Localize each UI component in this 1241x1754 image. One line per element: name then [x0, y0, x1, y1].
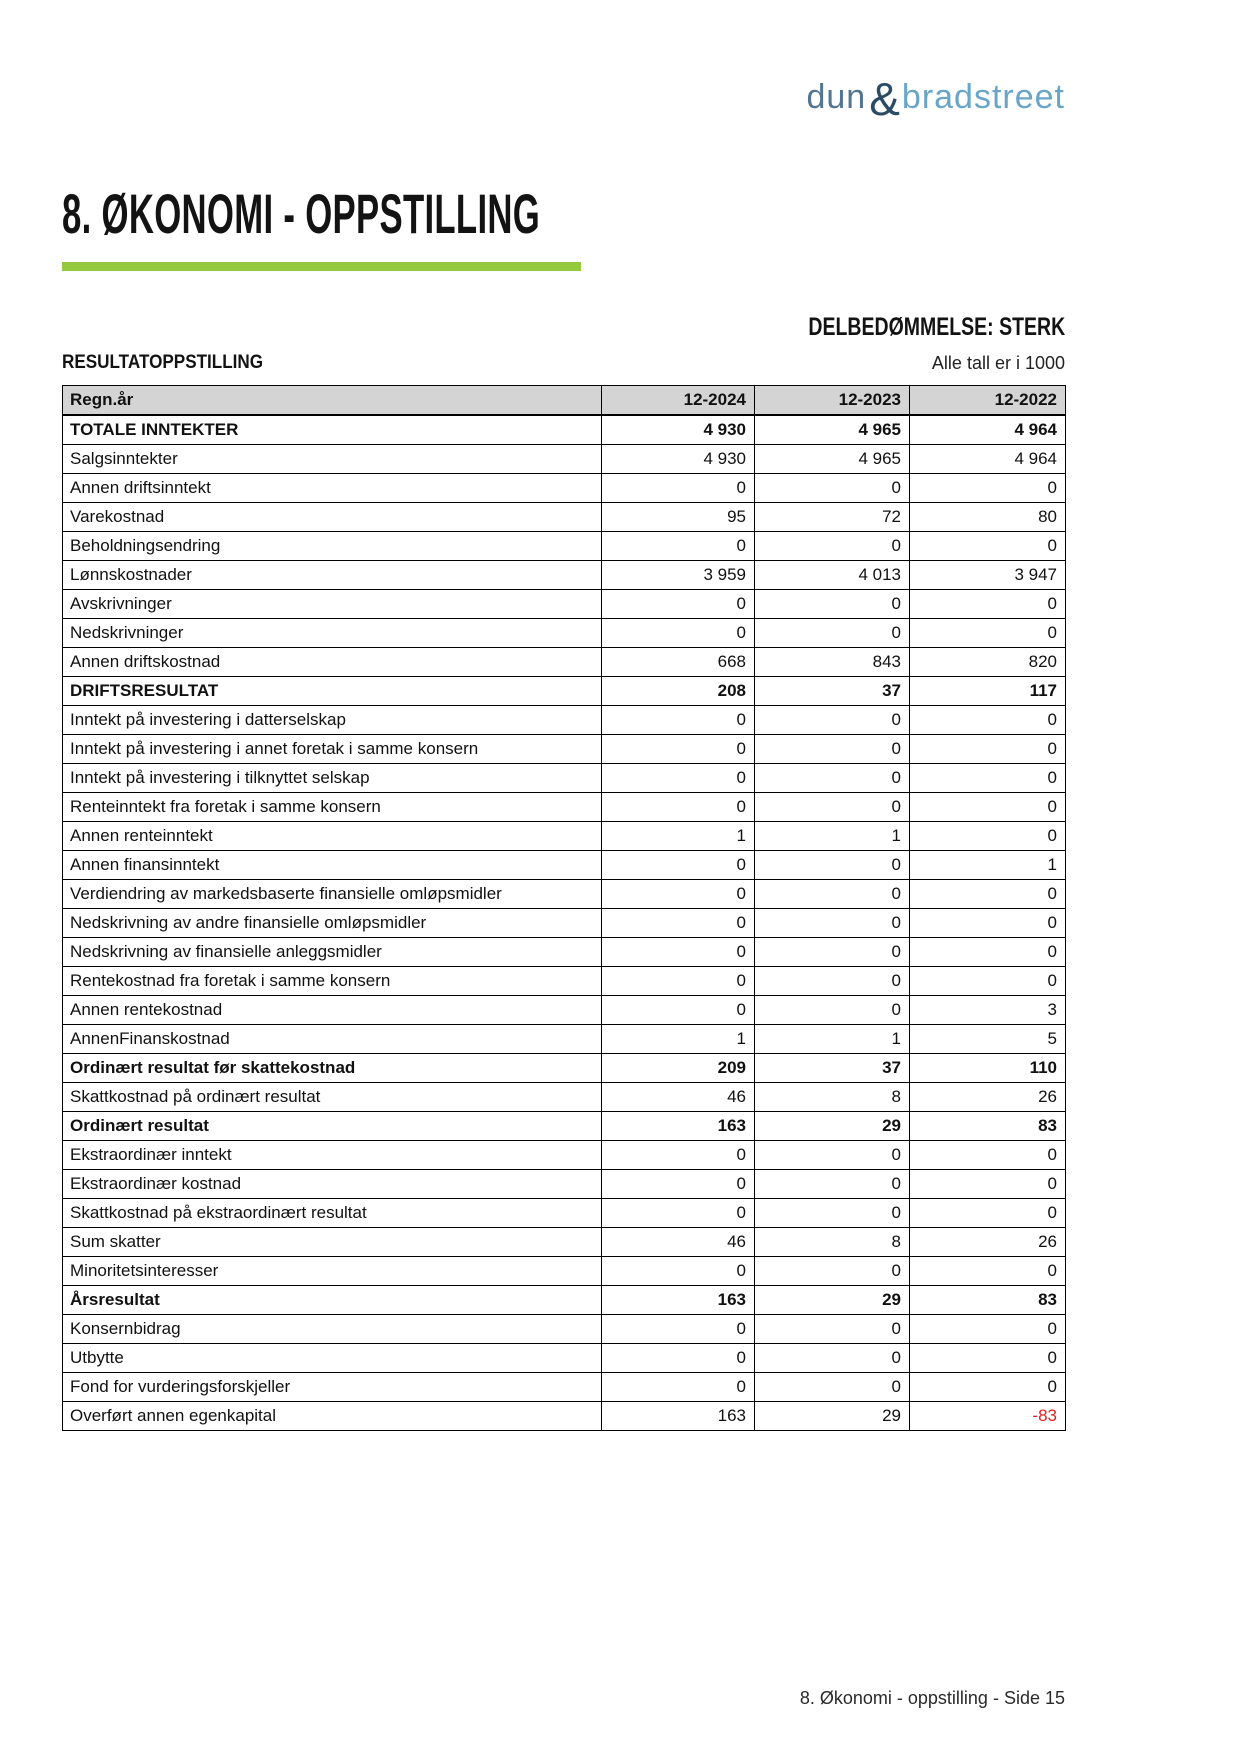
table-row — [63, 1141, 1066, 1170]
value-cell: 0 — [602, 909, 755, 938]
table-body — [63, 415, 1066, 1431]
logo-text-bradstreet: bradstreet — [901, 78, 1065, 116]
value-cell: 0 — [910, 735, 1066, 764]
value-cell: 0 — [755, 532, 910, 561]
row-label: Verdiendring av markedsbaserte finansielle omløpsmidler — [63, 880, 602, 909]
table-row — [63, 1402, 1066, 1431]
value-cell: 72 — [755, 503, 910, 532]
row-label: Konsernbidrag — [63, 1315, 602, 1344]
value-cell: 0 — [755, 1315, 910, 1344]
table-row — [63, 590, 1066, 619]
value-cell: 0 — [755, 938, 910, 967]
value-cell: 0 — [910, 1344, 1066, 1373]
row-label: Varekostnad — [63, 503, 602, 532]
value-cell: 0 — [755, 967, 910, 996]
units-note: Alle tall er i 1000 — [931, 353, 1065, 373]
value-cell: 0 — [910, 590, 1066, 619]
value-cell: 820 — [910, 648, 1066, 677]
value-cell: 26 — [910, 1083, 1066, 1112]
value-cell: 0 — [755, 590, 910, 619]
table-row — [63, 851, 1066, 880]
table-row — [63, 996, 1066, 1025]
row-label: Skattkostnad på ordinært resultat — [63, 1083, 602, 1112]
table-row — [63, 561, 1066, 590]
value-cell: 29 — [755, 1402, 910, 1431]
value-cell: 0 — [602, 1199, 755, 1228]
value-cell: 0 — [755, 735, 910, 764]
row-label: Overført annen egenkapital — [63, 1402, 602, 1431]
value-cell: 0 — [602, 1170, 755, 1199]
table-row — [63, 793, 1066, 822]
row-label: Årsresultat — [63, 1286, 602, 1315]
title-accent-bar — [62, 262, 581, 271]
row-label: Sum skatter — [63, 1228, 602, 1257]
value-cell: 0 — [755, 1141, 910, 1170]
row-label: Utbytte — [63, 1344, 602, 1373]
value-cell: 0 — [602, 793, 755, 822]
value-cell: 0 — [910, 1315, 1066, 1344]
value-cell: 4 013 — [755, 561, 910, 590]
table-row — [63, 909, 1066, 938]
table-row — [63, 1315, 1066, 1344]
value-cell: 1 — [602, 1025, 755, 1054]
value-cell: 0 — [910, 938, 1066, 967]
value-cell: 4 965 — [755, 415, 910, 445]
value-cell: 0 — [755, 706, 910, 735]
section-label: RESULTATOPPSTILLING — [62, 352, 264, 373]
value-cell: 0 — [602, 1315, 755, 1344]
value-cell: 80 — [910, 503, 1066, 532]
table-row — [63, 1054, 1066, 1083]
value-cell: 0 — [910, 474, 1066, 503]
value-cell: 0 — [602, 880, 755, 909]
value-cell: 0 — [602, 532, 755, 561]
row-label: Ordinært resultat — [63, 1112, 602, 1141]
row-label: Nedskrivninger — [63, 619, 602, 648]
row-label: Ekstraordinær inntekt — [63, 1141, 602, 1170]
value-cell: 8 — [755, 1228, 910, 1257]
value-cell: 0 — [755, 764, 910, 793]
table-row — [63, 1170, 1066, 1199]
row-label: Renteinntekt fra foretak i samme konsern — [63, 793, 602, 822]
value-cell: 0 — [910, 909, 1066, 938]
table-row — [63, 415, 1066, 445]
value-cell: 0 — [602, 851, 755, 880]
value-cell: 0 — [602, 938, 755, 967]
value-cell: 4 930 — [602, 445, 755, 474]
row-label: Inntekt på investering i tilknyttet selskap — [63, 764, 602, 793]
row-label: Lønnskostnader — [63, 561, 602, 590]
value-cell: 46 — [602, 1228, 755, 1257]
table-row — [63, 445, 1066, 474]
value-cell: 163 — [602, 1112, 755, 1141]
value-cell: 0 — [910, 1257, 1066, 1286]
value-cell: 0 — [910, 1373, 1066, 1402]
value-cell: 0 — [755, 474, 910, 503]
table-row — [63, 532, 1066, 561]
value-cell: 0 — [755, 619, 910, 648]
row-label: DRIFTSRESULTAT — [63, 677, 602, 706]
value-cell: 0 — [910, 967, 1066, 996]
value-cell: 0 — [910, 1141, 1066, 1170]
row-label: AnnenFinanskostnad — [63, 1025, 602, 1054]
value-cell: 0 — [602, 1373, 755, 1402]
table-header-row — [63, 386, 1066, 416]
value-cell: 0 — [755, 851, 910, 880]
table-row — [63, 1286, 1066, 1315]
table-row — [63, 1025, 1066, 1054]
table-row — [63, 648, 1066, 677]
table-row — [63, 938, 1066, 967]
value-cell: 1 — [910, 851, 1066, 880]
value-cell: 95 — [602, 503, 755, 532]
row-label: Ordinært resultat før skattekostnad — [63, 1054, 602, 1083]
row-label: Annen driftsinntekt — [63, 474, 602, 503]
table-row — [63, 764, 1066, 793]
value-cell: 0 — [602, 1141, 755, 1170]
table-row — [63, 1083, 1066, 1112]
column-header-2024: 12-2024 — [602, 386, 755, 416]
table-row — [63, 1344, 1066, 1373]
value-cell: 209 — [602, 1054, 755, 1083]
value-cell: 0 — [602, 590, 755, 619]
value-cell: 0 — [755, 1257, 910, 1286]
value-cell: 0 — [602, 764, 755, 793]
row-label: Inntekt på investering i annet foretak i samme konsern — [63, 735, 602, 764]
value-cell: 0 — [910, 619, 1066, 648]
value-cell: 4 964 — [910, 415, 1066, 445]
value-cell: 0 — [755, 880, 910, 909]
value-cell: 0 — [755, 1170, 910, 1199]
table-row — [63, 880, 1066, 909]
value-cell: 4 964 — [910, 445, 1066, 474]
value-cell: 4 930 — [602, 415, 755, 445]
table-row — [63, 1228, 1066, 1257]
value-cell: 208 — [602, 677, 755, 706]
value-cell: 0 — [602, 996, 755, 1025]
row-label: Avskrivninger — [63, 590, 602, 619]
financial-table — [62, 385, 1066, 1431]
value-cell: 110 — [910, 1054, 1066, 1083]
table-row — [63, 474, 1066, 503]
value-cell: 0 — [755, 1199, 910, 1228]
value-cell: 0 — [602, 706, 755, 735]
row-label: Skattkostnad på ekstraordinært resultat — [63, 1199, 602, 1228]
page-title: 8. ØKONOMI - OPPSTILLING — [62, 182, 541, 245]
value-cell: 8 — [755, 1083, 910, 1112]
value-cell: 46 — [602, 1083, 755, 1112]
value-cell: 117 — [910, 677, 1066, 706]
value-cell: 26 — [910, 1228, 1066, 1257]
table-row — [63, 706, 1066, 735]
row-label: Annen finansinntekt — [63, 851, 602, 880]
table-row — [63, 735, 1066, 764]
row-label: Annen rentekostnad — [63, 996, 602, 1025]
column-header-2023: 12-2023 — [755, 386, 910, 416]
table-row — [63, 1373, 1066, 1402]
value-cell: 0 — [755, 793, 910, 822]
dun-bradstreet-logo — [806, 73, 1065, 125]
row-label: TOTALE INNTEKTER — [63, 415, 602, 445]
value-cell: 0 — [755, 1373, 910, 1402]
row-label: Beholdningsendring — [63, 532, 602, 561]
value-cell: 0 — [602, 1344, 755, 1373]
value-cell: 0 — [910, 880, 1066, 909]
value-cell: 83 — [910, 1286, 1066, 1315]
value-cell: 1 — [755, 1025, 910, 1054]
value-cell: 37 — [755, 677, 910, 706]
row-label: Fond for vurderingsforskjeller — [63, 1373, 602, 1402]
table-row — [63, 619, 1066, 648]
column-header-label: Regn.år — [63, 386, 602, 416]
table-row — [63, 1112, 1066, 1141]
value-cell: 668 — [602, 648, 755, 677]
row-label: Ekstraordinær kostnad — [63, 1170, 602, 1199]
row-label: Nedskrivning av andre finansielle omløpsmidler — [63, 909, 602, 938]
value-cell: 0 — [910, 532, 1066, 561]
table-row — [63, 1199, 1066, 1228]
value-cell: 0 — [910, 793, 1066, 822]
logo-ampersand-icon: & — [869, 73, 901, 125]
value-cell: 0 — [602, 735, 755, 764]
value-cell: 0 — [910, 1199, 1066, 1228]
row-label: Annen driftskostnad — [63, 648, 602, 677]
value-cell: 29 — [755, 1286, 910, 1315]
logo-text-dun: dun — [806, 78, 867, 116]
value-cell: 29 — [755, 1112, 910, 1141]
value-cell: 1 — [755, 822, 910, 851]
assessment-heading: DELBEDØMMELSE: STERK — [808, 313, 1065, 341]
value-cell: 0 — [602, 967, 755, 996]
value-cell: 0 — [602, 619, 755, 648]
value-cell: 5 — [910, 1025, 1066, 1054]
value-cell: 0 — [602, 1257, 755, 1286]
value-cell: 0 — [910, 822, 1066, 851]
value-cell: 4 965 — [755, 445, 910, 474]
value-cell: 0 — [910, 1170, 1066, 1199]
value-cell: 163 — [602, 1402, 755, 1431]
value-cell: 83 — [910, 1112, 1066, 1141]
value-cell: -83 — [910, 1402, 1066, 1431]
row-label: Rentekostnad fra foretak i samme konsern — [63, 967, 602, 996]
value-cell: 163 — [602, 1286, 755, 1315]
row-label: Inntekt på investering i datterselskap — [63, 706, 602, 735]
footer-page-label: 8. Økonomi - oppstilling - Side 15 — [799, 1688, 1065, 1708]
row-label: Nedskrivning av finansielle anleggsmidler — [63, 938, 602, 967]
value-cell: 37 — [755, 1054, 910, 1083]
column-header-2022: 12-2022 — [910, 386, 1066, 416]
table-row — [63, 1257, 1066, 1286]
row-label: Salgsinntekter — [63, 445, 602, 474]
table-row — [63, 503, 1066, 532]
value-cell: 3 947 — [910, 561, 1066, 590]
table-row — [63, 677, 1066, 706]
value-cell: 0 — [755, 1344, 910, 1373]
value-cell: 0 — [602, 474, 755, 503]
value-cell: 3 959 — [602, 561, 755, 590]
value-cell: 843 — [755, 648, 910, 677]
value-cell: 1 — [602, 822, 755, 851]
table-row — [63, 822, 1066, 851]
row-label: Annen renteinntekt — [63, 822, 602, 851]
value-cell: 0 — [755, 909, 910, 938]
value-cell: 3 — [910, 996, 1066, 1025]
table-row — [63, 967, 1066, 996]
value-cell: 0 — [755, 996, 910, 1025]
value-cell: 0 — [910, 764, 1066, 793]
row-label: Minoritetsinteresser — [63, 1257, 602, 1286]
value-cell: 0 — [910, 706, 1066, 735]
